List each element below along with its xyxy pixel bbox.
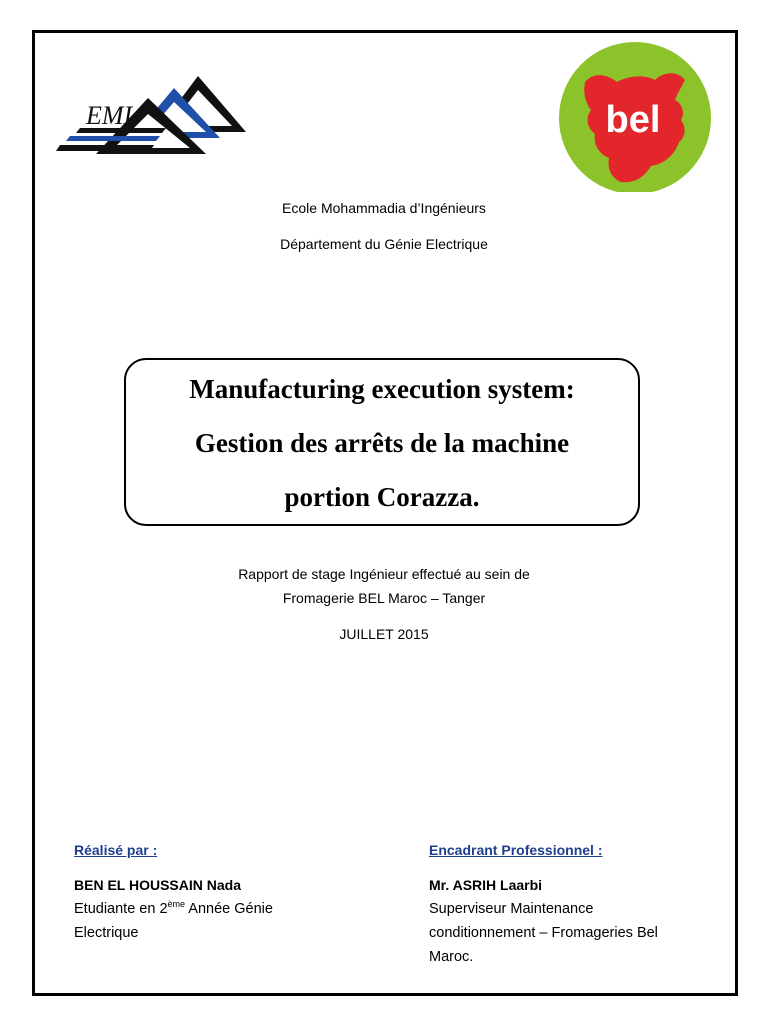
bel-logo-text: bel [605,99,661,141]
author-role: Etudiante en 2ème Année Génie [74,899,273,917]
supervisor-label: Encadrant Professionnel : [429,842,603,858]
author-role-line-2: Electrique [74,925,139,941]
author-label: Réalisé par : [74,842,158,858]
supervisor-role-line-2: conditionnement – Fromageries Bel [429,925,658,941]
report-line-2: Fromagerie BEL Maroc – Tanger [282,590,486,606]
school-name: Ecole Mohammadia d’Ingénieurs [282,200,486,216]
title-line-1: Manufacturing execution system: [189,374,575,404]
emi-logo-text: EMI [86,101,133,130]
title-box [124,358,640,526]
supervisor-role-line-1: Superviseur Maintenance [429,901,594,917]
supervisor-role-line-3: Maroc. [429,949,474,965]
supervisor-name: Mr. ASRIH Laarbi [429,877,543,893]
department-name: Département du Génie Electrique [280,236,488,252]
title-line-3: portion Corazza. [284,482,480,512]
report-date: JUILLET 2015 [339,626,429,642]
title-line-2: Gestion des arrêts de la machine [194,428,570,458]
author-name: BEN EL HOUSSAIN Nada [74,877,241,893]
emi-logo [56,70,250,158]
report-line-1: Rapport de stage Ingénieur effectué au sein de [238,566,530,582]
bel-logo [555,42,715,192]
